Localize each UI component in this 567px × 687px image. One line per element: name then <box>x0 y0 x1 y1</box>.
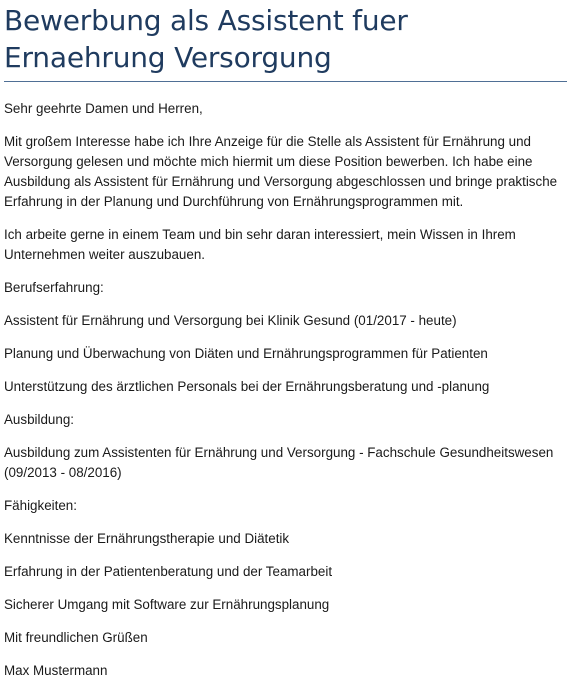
experience-item: Unterstützung des ärztlichen Personals bei der Ernährungsberatung und -planung <box>4 379 490 394</box>
skill-item: Sicherer Umgang mit Software zur Ernährungsplanung <box>4 597 330 612</box>
letter-title-line-1: Bewerbung als Assistent fuer <box>4 4 408 37</box>
letter-body <box>4 82 563 681</box>
team-paragraph: Ich arbeite gerne in einem Team und bin sehr daran interessiert, mein Wissen in Ihrem Unternehmen weiter auszubauen. <box>4 227 516 262</box>
intro-paragraph: Mit großem Interesse habe ich Ihre Anzeige für die Stelle als Assistent für Ernährung und Versorgung gelesen und möchte mich hiermit um diese Position bewerben. Ich habe eine Ausbildung als Assistent für Ernährung und Versorgung abgeschlossen und bringe praktische Erfahrung in der Planung und Durchführung von Ernährungsprogrammen mit. <box>4 134 558 209</box>
skill-item: Kenntnisse der Ernährungstherapie und Diätetik <box>4 531 290 546</box>
letter-title <box>4 0 563 76</box>
letter-title-line-2: Ernaehrung Versorgung <box>4 41 332 74</box>
closing: Mit freundlichen Grüßen <box>4 630 148 645</box>
experience-item: Assistent für Ernährung und Versorgung bei Klinik Gesund (01/2017 - heute) <box>4 313 457 328</box>
section-heading-skills: Fähigkeiten: <box>4 498 77 513</box>
experience-item: Planung und Überwachung von Diäten und Ernährungsprogrammen für Patienten <box>4 346 488 361</box>
section-heading-experience: Berufserfahrung: <box>4 280 104 295</box>
section-heading-education: Ausbildung: <box>4 412 74 427</box>
signature-name: Max Mustermann <box>4 663 108 678</box>
salutation: Sehr geehrte Damen und Herren, <box>4 101 203 116</box>
skill-item: Erfahrung in der Patientenberatung und der Teamarbeit <box>4 564 333 579</box>
education-item: Ausbildung zum Assistenten für Ernährung und Versorgung - Fachschule Gesundheitswesen (09/2013 - 08/2016) <box>4 445 554 480</box>
